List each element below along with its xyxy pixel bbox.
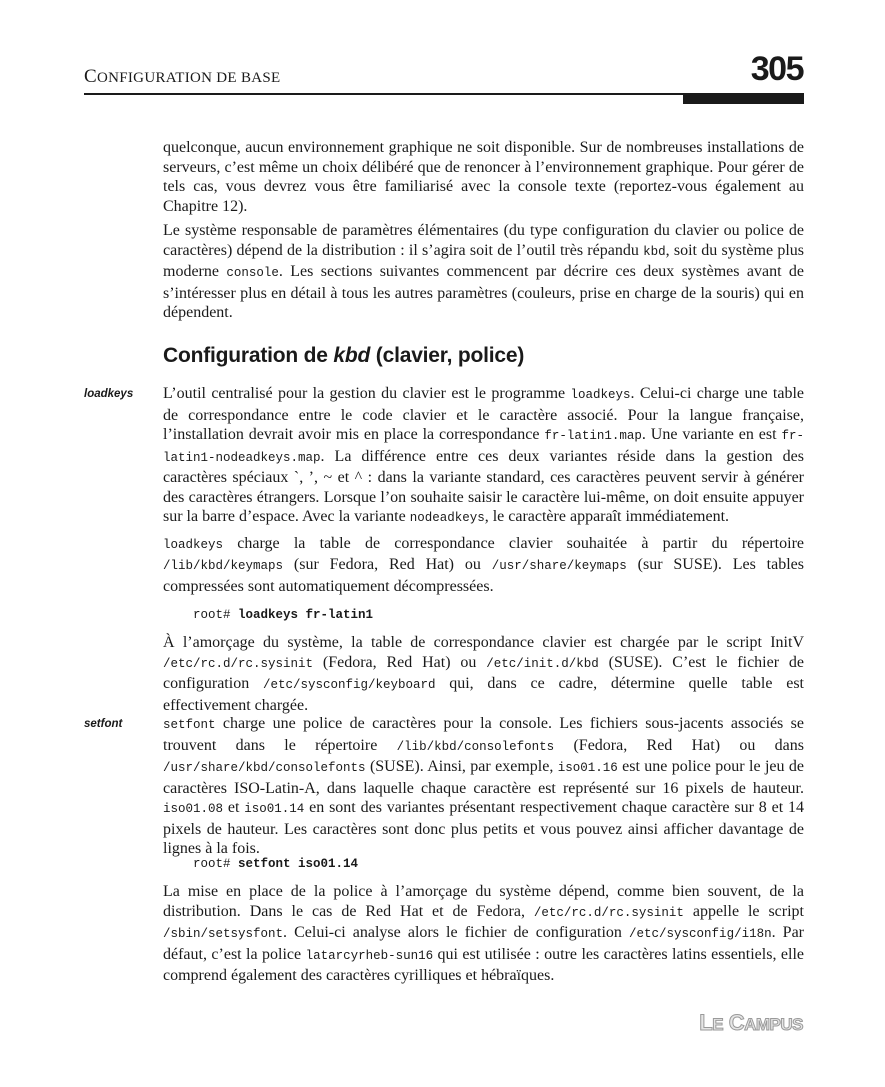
section-heading <box>163 344 524 368</box>
setfont-block-1 <box>163 714 804 859</box>
code-font-name: iso01.08 <box>163 802 224 816</box>
code-loadkeys: loadkeys <box>163 537 224 552</box>
logo-letter: E <box>712 1015 724 1034</box>
loadkeys-paragraph-3 <box>163 633 804 715</box>
text-run: est une police pour le jeu de caractères ISO-Latin-A, dans laquelle chaque caractère est représenté sur 16 pixels de hauteur. <box>163 758 804 797</box>
code-path: /sbin/setsysfont <box>163 927 284 941</box>
loadkeys-paragraph-2 <box>163 534 804 597</box>
text-run: Le système responsable de paramètres élémentaires (du type configuration du clavier ou police de caractères) dépend de la distribution : il s’agira soit de l’outil très répandu <box>163 222 804 259</box>
text-run: L’outil centralisé pour la gestion du clavier est le programme <box>163 385 571 402</box>
text-run: (Fedora, Red Hat) ou dans <box>554 736 804 754</box>
logo-letter: C <box>728 1010 745 1035</box>
header-bar <box>683 95 804 104</box>
code-prompt: root# <box>193 857 239 871</box>
code-font-name: iso01.16 <box>557 761 618 775</box>
code-path: /etc/rc.d/rc.sysinit <box>163 656 314 671</box>
text-run: . Par défaut, c’est la police <box>163 924 805 963</box>
page-number: 305 <box>750 50 803 88</box>
intro-paragraph-2 <box>163 221 804 323</box>
loadkeys-block-2 <box>163 633 804 715</box>
running-header <box>84 66 281 88</box>
code-prompt: root# <box>193 608 239 622</box>
code-font-name: iso01.14 <box>244 802 305 816</box>
code-path: /lib/kbd/consolefonts <box>396 739 555 754</box>
setfont-paragraph-1 <box>163 714 804 859</box>
heading-text: (clavier, police) <box>370 344 525 367</box>
heading-italic: kbd <box>333 344 371 367</box>
heading-text: Configuration de <box>163 344 334 367</box>
text-run: (SUSE). C’est le fichier de configuration <box>163 653 804 692</box>
loadkeys-block-1 <box>163 384 804 596</box>
text-run: , le caractère apparaît immédiatement. <box>484 508 730 525</box>
code-kbd: kbd <box>643 244 666 259</box>
code-example-loadkeys <box>193 608 373 622</box>
text-run: La mise en place de la police à l’amorçage du système dépend, comme bien souvent, de la distribution. Dans le cas de Red Hat et de Fedora, <box>163 883 804 920</box>
text-run: . La différence entre ces deux variantes réside dans la gestion des caractères spéciaux `, ’, ~ et ^ : dans la variante standard, ces caractères peuvent servir à générer des caractères étrangers. Lorsque l’on souhaite saisir le caractère lui-même, on doit ensuite appuyer sur la barre d’espace. Avec la variante <box>163 447 804 525</box>
code-path: /usr/share/kbd/consolefonts <box>163 761 366 775</box>
code-path: /etc/sysconfig/i18n <box>629 927 772 941</box>
logo-letters: AMPUS <box>744 1015 803 1034</box>
running-header-initial: C <box>84 66 97 87</box>
logo-letter: L <box>699 1010 713 1035</box>
text-run: qui est utilisée : outre les caractères latins essentiels, elle comprend également des caractères cyrilliques et hébraïques. <box>163 945 804 984</box>
code-path: /usr/share/keymaps <box>491 559 627 573</box>
setfont-paragraph-2 <box>163 882 804 986</box>
text-run: appelle le script <box>683 902 804 920</box>
text-run: . Les sections suivantes commencent par décrire ces deux systèmes avant de s’intéresser plus en détail à tous les autres paramètres (couleurs, prise en charge de la souris) qui en dépendent. <box>163 263 805 321</box>
setfont-block-2 <box>163 882 804 986</box>
text-run: . Celui-ci charge une table de correspondance entre le code clavier et le caractère associé. Pour la langue française, l’installation devrait avoir mis en place la correspondance <box>163 385 805 443</box>
text-run: , soit du système plus moderne <box>163 241 804 280</box>
text-run: . Celui-ci analyse alors le fichier de configuration <box>283 924 630 941</box>
text-run: (SUSE). Ainsi, par exemple, <box>365 758 558 775</box>
text-run: (Fedora, Red Hat) ou <box>313 653 487 671</box>
code-loadkeys: loadkeys <box>570 388 631 402</box>
code-path: /lib/kbd/keymaps <box>163 559 284 573</box>
code-font-name: latarcyrheb-sun16 <box>305 948 434 963</box>
running-header-rest: ONFIGURATION DE BASE <box>96 70 281 86</box>
margin-note-loadkeys: loadkeys <box>84 388 134 400</box>
code-console: console <box>226 266 279 280</box>
text-run: qui, dans ce cadre, détermine quelle table est effectivement chargée. <box>163 675 804 714</box>
code-nodeadkeys: nodeadkeys <box>409 511 485 525</box>
text-run: . Une variante en est <box>641 426 782 443</box>
text-run: et <box>223 799 245 816</box>
intro-block <box>163 138 804 323</box>
text-run: À l’amorçage du système, la table de correspondance clavier est chargée par le script InitV <box>163 634 804 651</box>
text-run: en sont des variantes présentant respectivement chaque caractère sur 8 et 14 pixels de hauteur. Les caractères sont donc plus petits et vous pouvez ainsi afficher davantage de lignes à la fois. <box>163 799 805 857</box>
text-run: charge la table de correspondance clavier souhaitée à partir du répertoire <box>223 534 804 552</box>
text-run: (sur SUSE). Les tables compressées sont automatiquement décompressées. <box>163 556 805 595</box>
intro-paragraph-1: quelconque, aucun environnement graphique ne soit disponible. Sur de nombreuses installations de serveurs, c’est même un choix délibéré que de renoncer à l’environnement graphique. Pour gérer de tels cas, vous devrez vous être familiarisé avec la console texte (reportez-vous également au Chapitre 12). <box>163 139 804 215</box>
code-example-setfont <box>193 857 358 871</box>
code-setfont: setfont <box>163 718 216 732</box>
code-command: loadkeys fr-latin1 <box>238 608 374 622</box>
text-run: charge une police de caractères pour la console. Les fichiers sous-jacents associés se trouvent dans le répertoire <box>163 715 804 754</box>
publisher-logo <box>699 1010 803 1036</box>
code-fr-latin1-nodeadkeys-map: fr-latin1-nodeadkeys.map <box>163 429 805 465</box>
loadkeys-paragraph-1 <box>163 384 804 529</box>
code-fr-latin1-map: fr-latin1.map <box>544 429 642 443</box>
code-path: /etc/rc.d/rc.sysinit <box>533 905 684 920</box>
code-path: /etc/init.d/kbd <box>486 656 599 671</box>
code-command: setfont iso01.14 <box>238 857 359 871</box>
text-run: (sur Fedora, Red Hat) ou <box>283 556 492 573</box>
margin-note-setfont: setfont <box>84 718 123 730</box>
code-path: /etc/sysconfig/keyboard <box>262 678 436 692</box>
